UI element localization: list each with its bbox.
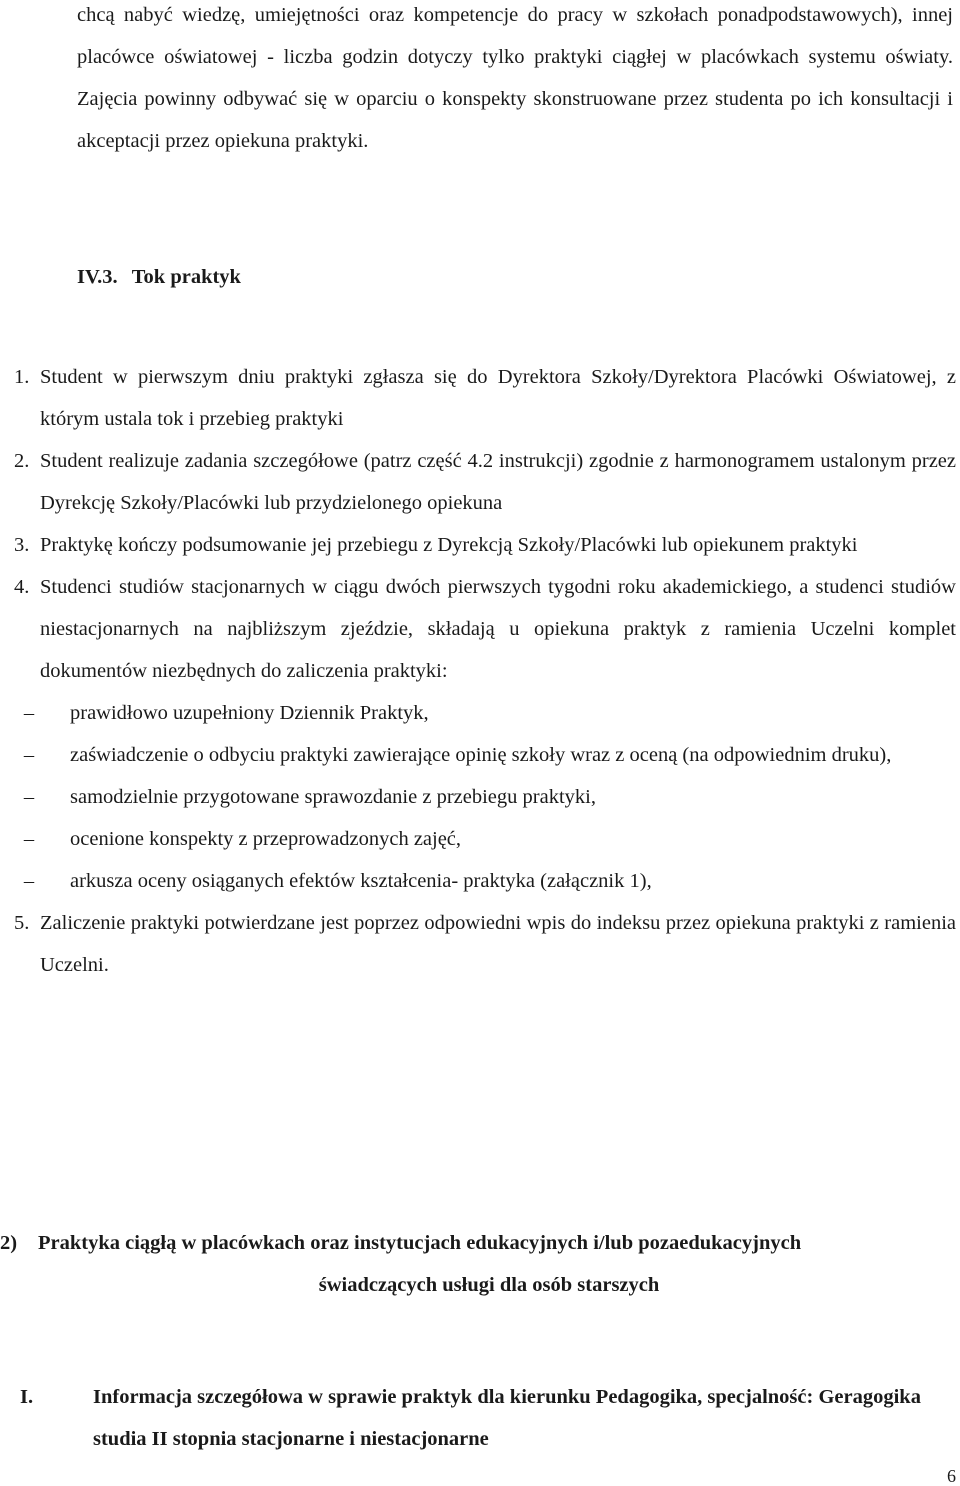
step-text: Zaliczenie praktyki potwierdzane jest poprzez odpowiedni wpis do indeksu przez opiekuna praktyki z ramienia Uczelni. xyxy=(40,912,956,976)
document-text: samodzielnie przygotowane sprawozdanie z przebiegu praktyki, xyxy=(70,786,596,808)
document-item xyxy=(14,776,960,818)
step-item xyxy=(14,440,956,524)
dash-bullet: – xyxy=(23,702,35,724)
section-3-title: Informacja szczegółowa w sprawie praktyk dla kierunku Pedagogika, specjalność: Geragogika studia II stopnia stacjonarne i niestacjonarne xyxy=(93,1386,921,1450)
document-item xyxy=(14,734,960,776)
dash-bullet: – xyxy=(23,828,35,850)
dash-bullet: – xyxy=(23,744,35,766)
step-item xyxy=(14,902,956,986)
section-heading-number: IV.3. xyxy=(77,266,118,288)
document-item xyxy=(14,692,960,734)
document-text: prawidłowo uzupełniony Dziennik Praktyk, xyxy=(70,702,429,724)
document-text: zaświadczenie o odbyciu praktyki zawierające opinię szkoły wraz z oceną (na odpowiednim druku), xyxy=(70,744,892,766)
dash-bullet: – xyxy=(23,786,35,808)
section-2-title-line2: świadczących usługi dla osób starszych xyxy=(318,1274,660,1296)
page-number: 6 xyxy=(947,1466,956,1486)
step-marker: 1. xyxy=(14,366,30,388)
step-item xyxy=(14,524,956,566)
section-heading-title: Tok praktyk xyxy=(131,266,241,288)
documents-list xyxy=(14,692,960,902)
step-marker: 4. xyxy=(14,576,30,598)
step-marker: 5. xyxy=(14,912,30,934)
document-text: arkusza oceny osiąganych efektów kształcenia- praktyka (załącznik 1), xyxy=(70,870,652,892)
step-marker: 3. xyxy=(14,534,30,556)
step-text: Student realizuje zadania szczegółowe (patrz część 4.2 instrukcji) zgodnie z harmonogramem ustalonym przez Dyrekcję Szkoły/Placówki lub przydzielonego opiekuna xyxy=(40,450,956,514)
section-2-title-line1: Praktyka ciągłą w placówkach oraz instytucjach edukacyjnych i/lub pozaedukacyjnych xyxy=(38,1232,802,1254)
step-text: Studenci studiów stacjonarnych w ciągu dwóch pierwszych tygodni roku akademickiego, a studenci studiów niestacjonarnych na najbliższym zjeździe, składają u opiekuna praktyk z ramienia Uczelni komplet dokumentów niezbędnych do zaliczenia praktyki: xyxy=(40,576,956,682)
document-item xyxy=(14,860,960,902)
step-marker: 2. xyxy=(14,450,30,472)
section-heading xyxy=(77,262,241,292)
steps-list xyxy=(14,356,956,986)
step-text: Praktykę kończy podsumowanie jej przebiegu z Dyrekcją Szkoły/Placówki lub opiekunem praktyki xyxy=(40,534,858,556)
document-text: ocenione konspekty z przeprowadzonych zajęć, xyxy=(70,828,462,850)
document-item xyxy=(14,818,960,860)
step-item xyxy=(14,566,956,902)
step-text: Student w pierwszym dniu praktyki zgłasza się do Dyrektora Szkoły/Dyrektora Placówki Oświatowej, z którym ustala tok i przebieg praktyki xyxy=(40,366,956,430)
step-item xyxy=(14,356,956,440)
dash-bullet: – xyxy=(23,870,35,892)
section-2-number: 2) xyxy=(0,1232,18,1254)
intro-paragraph: chcą nabyć wiedzę, umiejętności oraz kompetencje do pracy w szkołach ponadpodstawowych), innej placówce oświatowej - liczba godzin dotyczy tylko praktyki ciągłej w placówkach systemu oświaty. Zajęcia powinny odbywać się w oparciu o konspekty skonstruowane przez studenta po ich konsultacji i akceptacji przez opiekuna praktyki. xyxy=(77,4,953,152)
section-3-number: I. xyxy=(20,1386,34,1408)
